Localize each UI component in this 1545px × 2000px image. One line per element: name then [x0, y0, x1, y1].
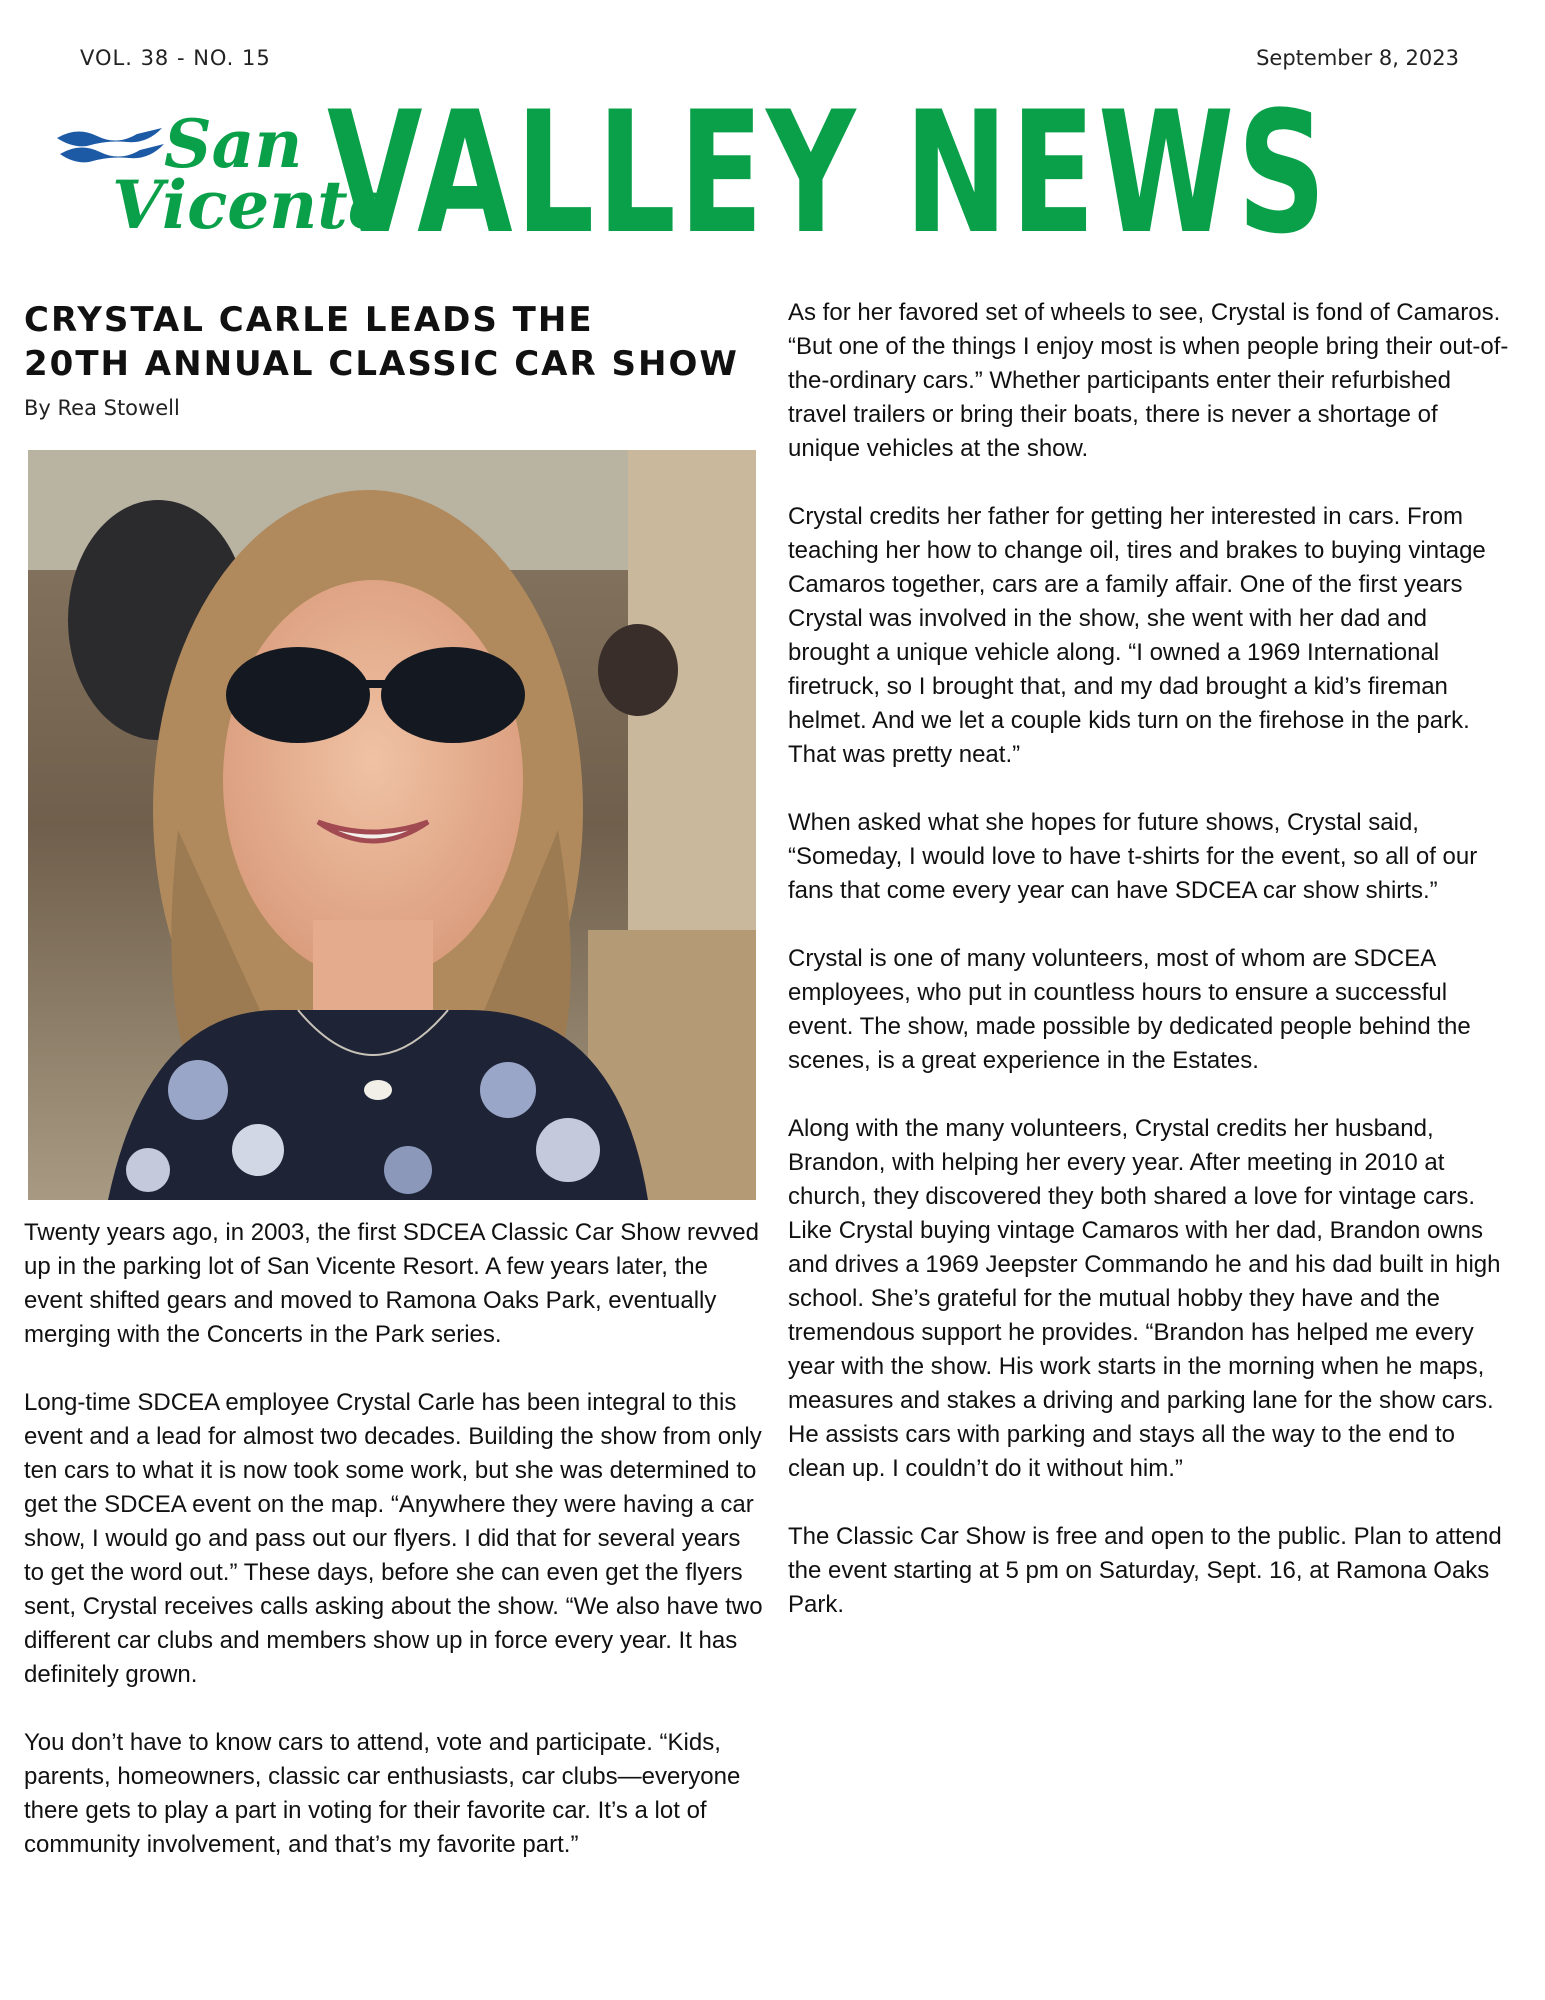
issue-volume: VOL. 38 - NO. 15 — [80, 46, 271, 70]
article-photo — [28, 450, 756, 1200]
paragraph: Twenty years ago, in 2003, the first SDCEA Classic Car Show revved up in the parking lot of San Vicente Resort. A few years later, the event shifted gears and moved to Ramona Oaks Park, eventually merging with the Concerts in the Park series. — [24, 1219, 759, 1348]
headline-line-1: CRYSTAL CARLE LEADS THE — [24, 300, 594, 340]
paragraph: Crystal is one of many volunteers, most of whom are SDCEA employees, who put in countless hours to ensure a successful event. The show, made possible by dedicated people behind the scenes, is a great experience in the Estates. — [788, 945, 1471, 1074]
paragraph: You don’t have to know cars to attend, vote and participate. “Kids, parents, homeowners, classic car enthusiasts, car clubs—everyone there gets to play a part in voting for their favorite car. It’s a lot of community involvement, and that’s my favorite part.” — [24, 1729, 741, 1858]
article-headline — [24, 298, 764, 386]
portrait-illustration — [28, 450, 756, 1200]
masthead-title-wrap — [327, 75, 1502, 271]
logo-line-2: Vicente — [112, 165, 390, 244]
headline-line-2: 20TH ANNUAL CLASSIC CAR SHOW — [24, 344, 739, 384]
paragraph: Crystal credits her father for getting her interested in cars. From teaching her how to change oil, tires and brakes to buying vintage Camaros together, cars are a family affair. One of the first years Crystal was involved in the show, she went with her dad and brought a unique vehicle along. “I owned a 1969 International firetruck, so I brought that, and my dad brought a kid’s fireman helmet. And we let a couple kids turn on the firehose in the park. That was pretty neat.” — [788, 503, 1486, 768]
paragraph: Along with the many volunteers, Crystal credits her husband, Brandon, with helping her every year. After meeting in 2010 at church, they discovered they both shared a love for vintage cars. Like Crystal buying vintage Camaros with her dad, Brandon owns and drives a 1969 Jeepster Commando he and his dad built in high school. She’s grateful for the mutual hobby they have and the tremendous support he provides. “Brandon has helped me every year with the show. His work starts in the morning when he maps, measures and stakes a driving and parking lane for the show cars. He assists cars with parking and stays all the way to the end to clean up. I couldn’t do it without him.” — [788, 1115, 1501, 1482]
paragraph: Long-time SDCEA employee Crystal Carle has been integral to this event and a lead for almost two decades. Building the show from only ten cars to what it is now took some work, but she was determined to get the SDCEA event on the map. “Anywhere they were having a car show, I would go and pass out our flyers. I did that for several years to get the word out.” These days, before she can even get the flyers sent, Crystal receives calls asking about the show. “We also have two different car clubs and members show up in force every year. It has definitely grown. — [24, 1389, 763, 1688]
article-column-right — [788, 296, 1514, 1656]
masthead-title: VALLEY NEWS — [327, 75, 1330, 271]
san-vicente-logo — [52, 105, 390, 256]
article-column-left — [24, 1216, 764, 1896]
paragraph: The Classic Car Show is free and open to the public. Plan to attend the event starting at 5 pm on Saturday, Sept. 16, at Ramona Oaks Park. — [788, 1523, 1502, 1618]
article-byline: By Rea Stowell — [24, 396, 180, 420]
paragraph: As for her favored set of wheels to see, Crystal is fond of Camaros. “But one of the things I enjoy most is when people bring their out-of-the-ordinary cars.” Whether participants enter their refurbished travel trailers or bring their boats, there is never a shortage of unique vehicles at the show. — [788, 299, 1509, 462]
logo-line-1: San — [164, 105, 303, 183]
paragraph: When asked what she hopes for future shows, Crystal said, “Someday, I would love to have t-shirts for the event, so all of our fans that come every year can have SDCEA car show shirts.” — [788, 809, 1478, 904]
masthead — [52, 75, 1497, 272]
issue-date: September 8, 2023 — [1256, 46, 1459, 70]
